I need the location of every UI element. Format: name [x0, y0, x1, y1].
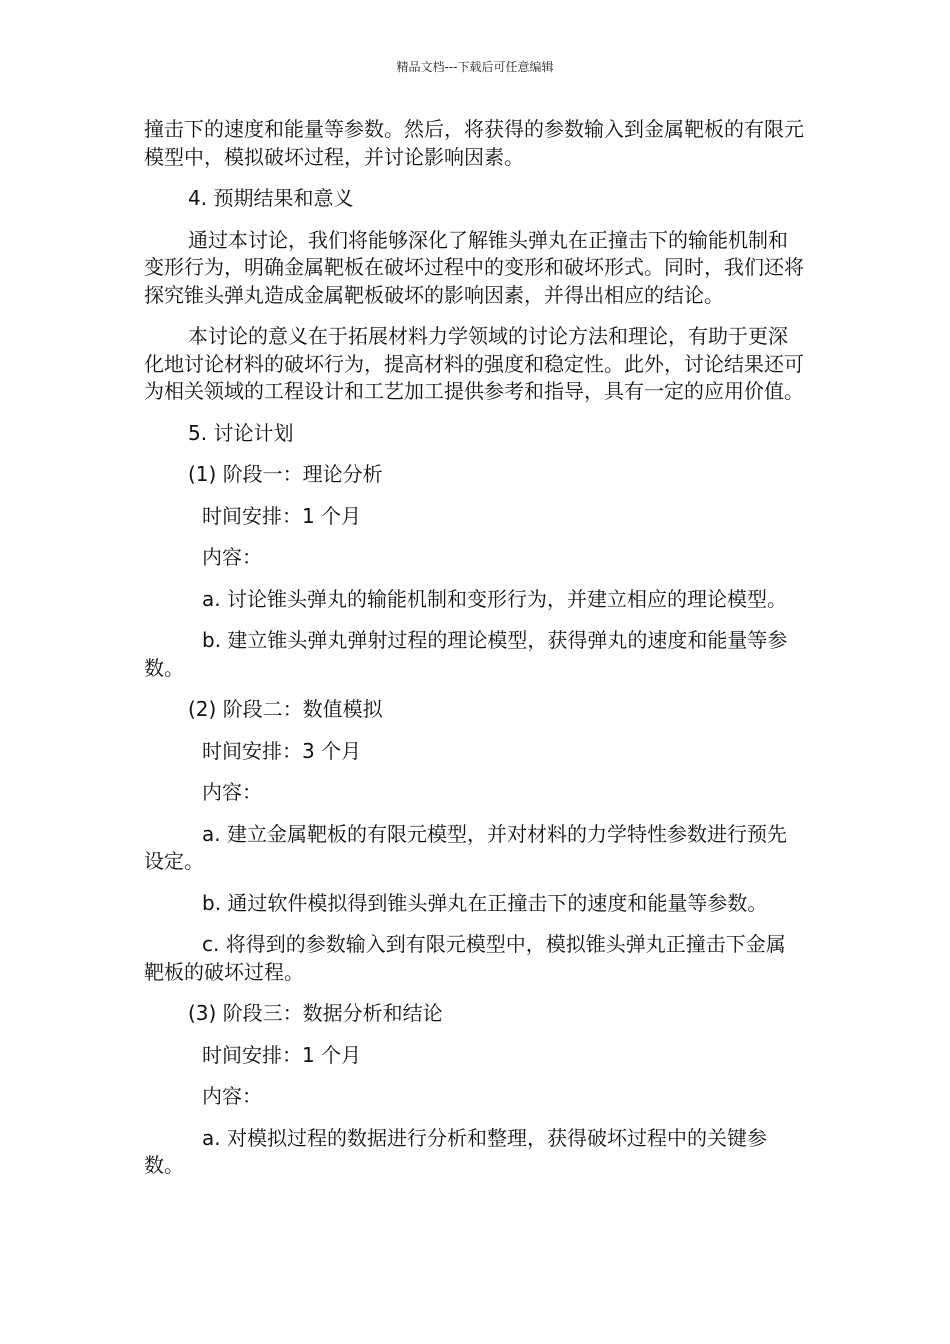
stage-three-schedule: 时间安排：1 个月 — [202, 1042, 362, 1067]
stage-one-heading: (1) 阶段一：理论分析 — [188, 462, 383, 486]
document-body — [144, 116, 804, 1180]
paragraph-significance: 本讨论的意义在于拓展材料力学领域的讨论方法和理论，有助于更深化地讨论材料的破坏行为，提高材料的强度和稳定性。此外，讨论结果还可为相关领域的工程设计和工艺加工提供参考和指导，具有一定的应用价值。 — [144, 324, 804, 403]
stage-one-content-label: 内容： — [202, 545, 262, 569]
stage-one-item-b: b. 建立锥头弹丸弹射过程的理论模型，获得弹丸的速度和能量等参数。 — [144, 628, 788, 680]
stage-three-item-a: a. 对模拟过程的数据进行分析和整理，获得破坏过程中的关键参数。 — [144, 1125, 767, 1177]
stage-two-schedule: 时间安排：3 个月 — [202, 738, 362, 763]
page-header: 精品文档---下载后可任意编辑 — [396, 60, 554, 74]
stage-three-content-label: 内容： — [202, 1084, 262, 1108]
stage-two-heading: (2) 阶段二：数值模拟 — [188, 697, 383, 721]
stage-two-content-label: 内容： — [202, 780, 262, 804]
paragraph-results: 通过本讨论，我们将能够深化了解锥头弹丸在正撞击下的输能机制和变形行为，明确金属靶板在破坏过程中的变形和破坏形式。同时，我们还将探究锥头弹丸造成金属靶板破坏的影响因素，并得出相应的结论。 — [144, 227, 804, 307]
stage-three-heading: (3) 阶段三：数据分析和结论 — [188, 1001, 443, 1025]
stage-two-item-b: b. 通过软件模拟得到锥头弹丸在正撞击下的速度和能量等参数。 — [202, 890, 768, 915]
stage-one-schedule: 时间安排：1 个月 — [202, 503, 362, 528]
stage-two-item-c: c. 将得到的参数输入到有限元模型中，模拟锥头弹丸正撞击下金属靶板的破坏过程。 — [144, 932, 786, 984]
stage-one-item-a: a. 讨论锥头弹丸的输能机制和变形行为，并建立相应的理论模型。 — [202, 586, 787, 611]
section-heading-expected-results: 4. 预期结果和意义 — [188, 186, 354, 210]
paragraph-continuation: 撞击下的速度和能量等参数。然后，将获得的参数输入到金属靶板的有限元模型中，模拟破坏过程，并讨论影响因素。 — [144, 117, 804, 169]
stage-two-item-a: a. 建立金属靶板的有限元模型，并对材料的力学特性参数进行预先设定。 — [144, 821, 787, 873]
section-heading-plan: 5. 讨论计划 — [188, 420, 294, 445]
